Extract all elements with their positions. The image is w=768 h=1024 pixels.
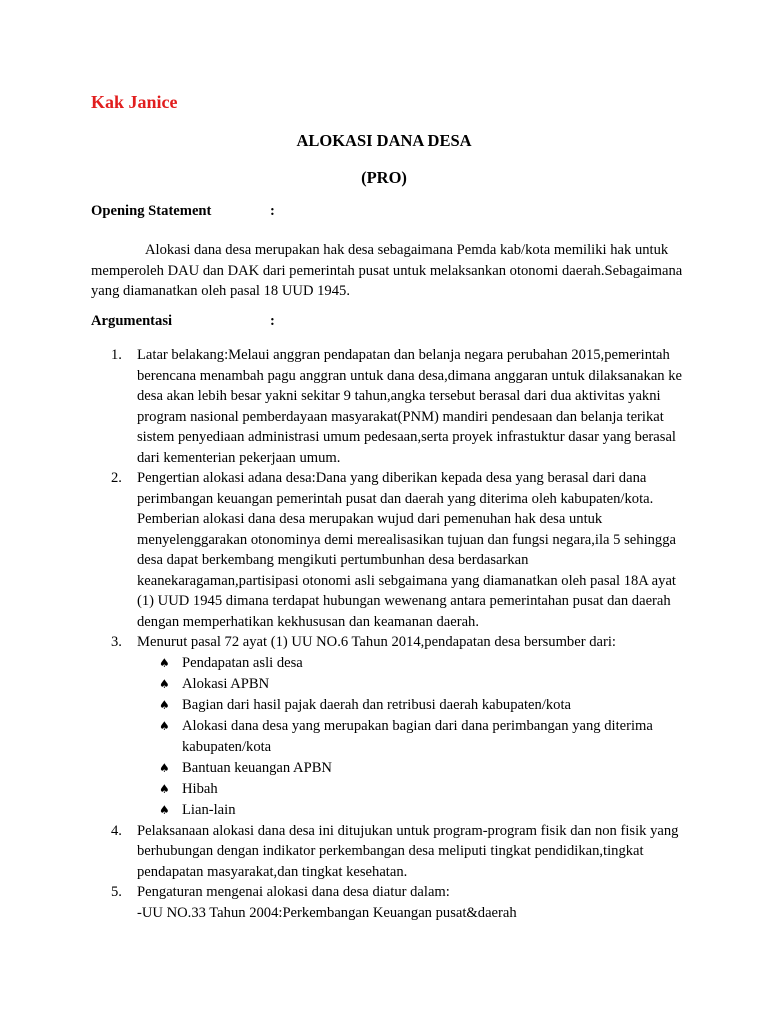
- income-source-text: Bantuan keuangan APBN: [182, 759, 332, 776]
- income-source-item: [137, 674, 691, 695]
- argument-text: Latar belakang:Melaui anggran pendapatan dan belanja negara perubahan 2015,pemerintah berencana menambah pagu anggran untuk dana desa,dimana anggaran untuk dilaksanakan ke desa akan lebih besar yakni sekitar 9 tahun,angka tersebut berasal dari dua aktivitas yakni program nasional pemberdayaan masyarakat(PNM) mandiri pendesaan dan belanja terikat sistem penyediaan administrasi umum pedesaan,serta proyek infrastuktur dasar yang berasal dari kementerian pekerjaan umum.: [137, 347, 683, 466]
- spade-icon: ♠: [159, 718, 170, 733]
- opening-statement-label: Opening Statement: [91, 203, 212, 219]
- income-source-text: Bagian dari hasil pajak daerah dan retribusi daerah kabupaten/kota: [182, 696, 572, 713]
- income-source-text: Lian-lain: [182, 801, 236, 818]
- argument-item-2: [91, 468, 691, 632]
- argumentasi-list: [91, 345, 691, 923]
- argument-text: Menurut pasal 72 ayat (1) UU NO.6 Tahun 2014,pendapatan desa bersumber dari:: [137, 634, 616, 650]
- spade-icon: ♠: [159, 697, 170, 712]
- income-source-text: Hibah: [182, 780, 218, 797]
- opening-statement-text: Alokasi dana desa merupakan hak desa sebagaimana Pemda kab/kota memiliki hak untuk memperoleh DAU dan DAK dari pemerintah pusat untuk melaksankan otonomi daerah.Sebagaimana yang diamanatkan oleh pasal 18 UUD 1945.: [91, 242, 683, 299]
- income-source-item: [137, 695, 691, 716]
- spade-icon: ♠: [159, 676, 170, 691]
- document-subtitle: (PRO): [361, 168, 407, 187]
- argumentasi-colon: :: [270, 313, 275, 329]
- income-source-item: [137, 779, 691, 800]
- spade-icon: ♠: [159, 760, 170, 775]
- argument-number: 1.: [111, 347, 122, 363]
- argument-item-5: [91, 882, 691, 923]
- argument-item-1: [91, 345, 691, 468]
- argument-item-4: [91, 821, 691, 883]
- argument-number: 3.: [111, 634, 122, 650]
- author-name: Kak Janice: [91, 92, 178, 112]
- income-source-item: [137, 716, 691, 758]
- spade-icon: ♠: [159, 802, 170, 817]
- argument-text: Pengaturan mengenai alokasi dana desa diatur dalam:: [137, 884, 450, 900]
- income-source-item: [137, 800, 691, 821]
- income-source-list: [137, 653, 691, 821]
- regulation-line: -UU NO.33 Tahun 2004:Perkembangan Keuangan pusat&daerah: [137, 904, 517, 921]
- argument-number: 4.: [111, 822, 122, 839]
- income-source-item: [137, 758, 691, 779]
- argumentasi-label: Argumentasi: [91, 313, 173, 329]
- income-source-item: [137, 653, 691, 674]
- argument-text: Pelaksanaan alokasi dana desa ini ditujukan untuk program-program fisik dan non fisik yang berhubungan dengan indikator perkembangan desa meliputi tingkat pendidikan,tingkat pendapatan masyarakat,dan tingkat kesehatan.: [137, 822, 679, 880]
- document-title: ALOKASI DANA DESA: [296, 131, 472, 150]
- spade-icon: ♠: [159, 781, 170, 796]
- argument-text: Pengertian alokasi adana desa:Dana yang diberikan kepada desa yang berasal dari dana perimbangan keuangan pemerintah pusat dan daerah yang diterima oleh kabupaten/kota. Pemberian alokasi dana desa merupakan wujud dari pemenuhan hak desa untuk menyelenggarakan otonominya demi merealisasikan tujuan dan fungsi negara,ila 5 sehingga desa dapat berkembang mengikuti pertumbunhan desa berdasarkan keanekaragaman,partisipasi otonomi asli sebgaimana yang diamanatkan oleh pasal 18A ayat (1) UUD 1945 dimana terdapat hubungan wewenang antara pemerintahan pusat dan daerah dengan memperhatikan kekhususan dan keamanan daerah.: [137, 470, 676, 630]
- spade-icon: ♠: [159, 655, 170, 670]
- argument-item-3: [91, 632, 691, 821]
- income-source-text: Alokasi dana desa yang merupakan bagian dari dana perimbangan yang diterima kabupaten/kota: [182, 717, 653, 755]
- argument-number: 2.: [111, 470, 122, 486]
- opening-statement-colon: :: [270, 203, 275, 219]
- income-source-text: Alokasi APBN: [182, 675, 270, 692]
- income-source-text: Pendapatan asli desa: [182, 654, 303, 671]
- argument-number: 5.: [111, 884, 122, 900]
